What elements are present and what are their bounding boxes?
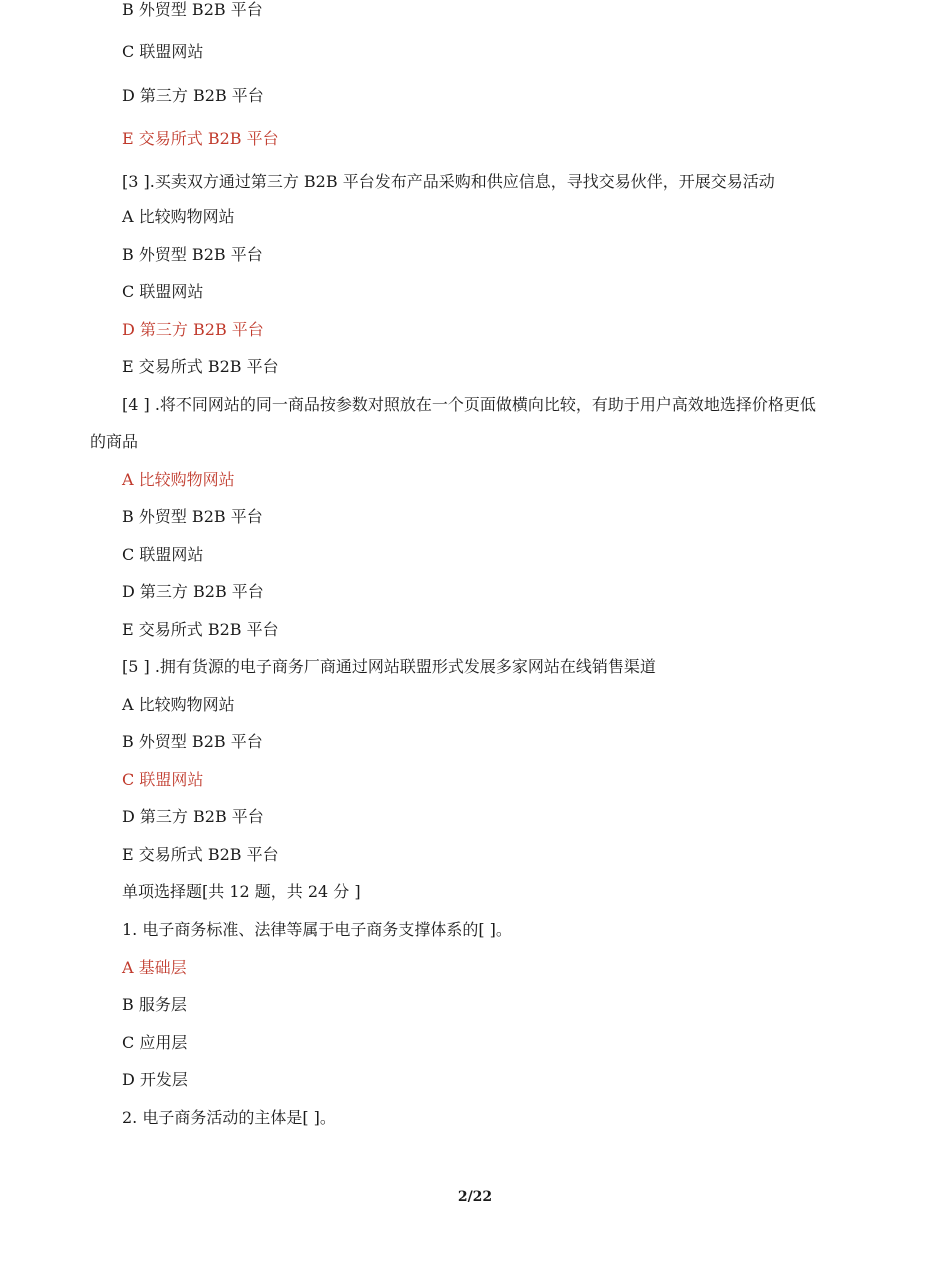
question-line-wrap: 的商品 (90, 432, 139, 451)
option-line: B 外贸型 B2B 平台 (122, 0, 263, 19)
option-line: B 外贸型 B2B 平台 (122, 732, 263, 751)
option-line: A 比较购物网站 (122, 695, 235, 714)
page-number: 2/22 (457, 1189, 493, 1205)
question-line: 1. 电子商务标准、法律等属于电子商务支撑体系的[ ]。 (122, 920, 512, 939)
answer-option-line: C 联盟网站 (122, 770, 204, 789)
question-line: [5 ] .拥有货源的电子商务厂商通过网站联盟形式发展多家网站在线销售渠道 (122, 657, 656, 676)
section-heading: 单项选择题[共 12 题，共 24 分 ] (122, 882, 361, 901)
option-line: B 外贸型 B2B 平台 (122, 507, 263, 526)
option-line: E 交易所式 B2B 平台 (122, 620, 279, 639)
option-line: C 联盟网站 (122, 42, 204, 61)
question-line: [4 ] .将不同网站的同一商品按参数对照放在一个页面做横向比较，有助于用户高效地选择价格更低 (122, 395, 816, 414)
option-line: C 应用层 (122, 1033, 188, 1052)
option-line: B 外贸型 B2B 平台 (122, 245, 263, 264)
answer-option-line: D 第三方 B2B 平台 (122, 320, 264, 339)
question-line: 2. 电子商务活动的主体是[ ]。 (122, 1108, 336, 1127)
option-line: D 第三方 B2B 平台 (122, 807, 264, 826)
option-line: D 第三方 B2B 平台 (122, 86, 264, 105)
option-line: D 开发层 (122, 1070, 188, 1089)
option-line: A 比较购物网站 (122, 207, 235, 226)
option-line: B 服务层 (122, 995, 187, 1014)
option-line: C 联盟网站 (122, 282, 204, 301)
question-line: [3 ].买卖双方通过第三方 B2B 平台发布产品采购和供应信息，寻找交易伙伴，开展交易活动 (122, 172, 775, 191)
answer-option-line: A 比较购物网站 (122, 470, 235, 489)
option-line: E 交易所式 B2B 平台 (122, 845, 279, 864)
option-line: D 第三方 B2B 平台 (122, 582, 264, 601)
answer-option-line: A 基础层 (122, 958, 187, 977)
option-line: C 联盟网站 (122, 545, 204, 564)
option-line: E 交易所式 B2B 平台 (122, 357, 279, 376)
answer-option-line: E 交易所式 B2B 平台 (122, 129, 279, 148)
